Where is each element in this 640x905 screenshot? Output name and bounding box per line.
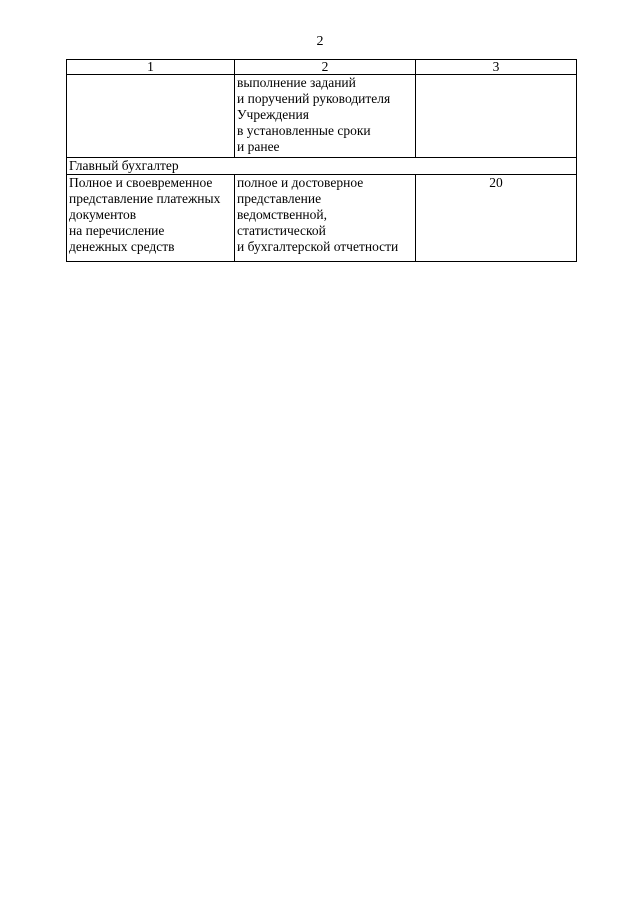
header-cell-1: 1 xyxy=(67,60,235,75)
page-number: 2 xyxy=(316,34,324,49)
cell-line: статистической xyxy=(237,223,326,238)
row-a-col2 xyxy=(235,75,416,158)
header-cell-2: 2 xyxy=(235,60,416,75)
cell-line: и бухгалтерской отчетности xyxy=(237,239,399,254)
cell-line: Полное и своевременное xyxy=(69,175,213,190)
cell-line: представление xyxy=(237,191,322,206)
cell-line: полное и достоверное xyxy=(237,175,364,190)
cell-line: денежных средств xyxy=(69,239,175,254)
row-b-col1 xyxy=(67,175,235,262)
section-row xyxy=(67,158,577,175)
cell-line: Учреждения xyxy=(237,107,309,122)
cell-line: документов xyxy=(69,207,137,222)
criteria-table xyxy=(66,59,577,262)
cell-line: ведомственной, xyxy=(237,207,327,222)
cell-line: на перечисление xyxy=(69,223,165,238)
table-row xyxy=(67,175,577,262)
row-a-col3 xyxy=(416,75,577,158)
cell-line: представление платежных xyxy=(69,191,221,206)
table-row xyxy=(67,75,577,158)
header-cell-3: 3 xyxy=(416,60,577,75)
row-a-col1 xyxy=(67,75,235,158)
table-header-row xyxy=(67,60,577,75)
row-b-col2 xyxy=(235,175,416,262)
section-title: Главный бухгалтер xyxy=(67,158,577,175)
cell-line: и ранее xyxy=(237,139,280,154)
row-b-col3-value: 20 xyxy=(416,175,577,262)
cell-line: в установленные сроки xyxy=(237,123,371,138)
cell-line: выполнение заданий xyxy=(237,75,356,90)
cell-line: и поручений руководителя xyxy=(237,91,391,106)
